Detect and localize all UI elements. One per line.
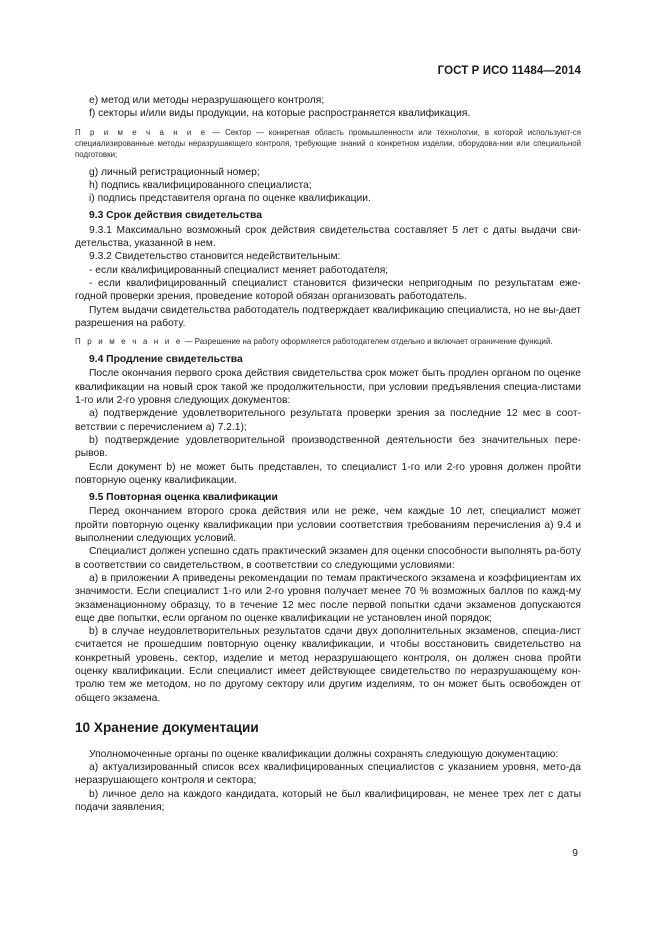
list-item-e: e) метод или методы неразрушающего контроля; — [89, 95, 325, 106]
list-item-g: g) личный регистрационный номер; — [89, 166, 260, 178]
note-2 — [75, 336, 581, 347]
para-9-4-2: Если документ b) не может быть представлен, то специалист 1-го или 2-го уровня должен пройти повторную оценку квалификации. — [75, 461, 581, 486]
note-2-label: П р и м е ч а н и е — [75, 337, 183, 347]
para-10-b: b) личное дело на каждого кандидата, который не был квалифицирован, не менее трех лет с даты подачи заявления; — [75, 788, 581, 814]
list-item-h: h) подпись квалифицированного специалиста; — [89, 179, 312, 191]
section-10-title: 10 Хранение документации — [75, 719, 259, 735]
para-10-a: a) актуализированный список всех квалифицированных специалистов с указанием уровня, мето-да неразрушающего контроля и сектора; — [75, 762, 581, 787]
page-number: 9 — [572, 848, 578, 859]
para-9-3-2-b: - если квалифицированный специалист становится физически непригодным по результатам еже-годной проверки зрения, проведение которой обязан организовать работодатель. — [75, 277, 581, 303]
para-9-3-2-a: - если квалифицированный специалист меняет работодателя; — [89, 264, 389, 276]
para-10-1: Уполномоченные органы по оценке квалификации должны сохранять следующую документацию: — [89, 748, 559, 760]
note-1 — [75, 127, 581, 160]
para-9-5-b: b) в случае неудовлетворительных результатов сдачи двух дополнительных экзаменов, специа-лист считается не прошедшим повторную оценку квалификации, и чтобы восстановить свидетельство на конкретный уровень, сектор, изделие и метод неразрушающего контроля, он должен снова пройти оценку квалификации. Если специалист имеет действующее свидетельство по неразрушающему кон-тролю тем же методом, но по другому сектору или другим изделиям, то он может быть освобожден от общего экзамена. — [75, 626, 581, 704]
para-9-5-a: a) в приложении А приведены рекомендации по темам практического экзамена и коэффициентам их значимости. Если специалист 1-го или 2-го уровня получает менее 70 % возможных баллов по кажд-му экзаменационному образцу, то в течение 12 мес после первой попытки сдачи экзаменов допускаются еще две попытки, если органом по оценке квалификации не установлен иной порядок; — [75, 572, 581, 624]
section-9-4-title: 9.4 Продление свидетельства — [89, 354, 243, 366]
note-2-text: — Разрешение на работу оформляется работодателем отдельно и включает ограничение функций. — [182, 337, 553, 347]
document-body — [75, 94, 581, 814]
para-9-4-b: b) подтверждение удовлетворительной производственной деятельности без значительных пере-рывов. — [75, 434, 581, 460]
para-9-3-2-c: Путем выдачи свидетельства работодатель подтверждает квалификацию специалиста, но не вы-дает разрешения на работу. — [75, 304, 581, 329]
para-9-5-2: Специалист должен успешно сдать практический экзамен для оценки способности выполнять ра-боту в соответствии со свидетельством, в соответствии со следующими условиями: — [75, 546, 581, 571]
list-item-f: f) секторы и/или виды продукции, на которые распространяется квалификация. — [89, 108, 471, 120]
section-9-5-title: 9.5 Повторная оценка квалификации — [89, 492, 278, 504]
para-9-3-2: 9.3.2 Свидетельство становится недействительным: — [89, 251, 341, 263]
section-9-3-title: 9.3 Срок действия свидетельства — [89, 210, 262, 222]
para-9-3-1: 9.3.1 Максимально возможный срок действия свидетельства составляет 5 лет с даты выдачи сви-детельства, указанной в нем. — [75, 224, 581, 250]
para-9-4-1: После окончания первого срока действия свидетельства срок может быть продлен органом по оценке квалификации на новый срок такой же продолжительности, при условии предъявления специа-листами 1-го или 2-го уровня следующих документов: — [75, 368, 581, 407]
list-item-i: i) подпись представителя органа по оценке квалификации. — [89, 193, 371, 205]
para-9-5-1: Перед окончанием второго срока действия или не реже, чем каждые 10 лет, специалист может пройти повторную оценку квалификации при условии соответствия требованиям перечисления а) 9.4 и выполнении следующих условий. — [75, 506, 581, 545]
document-header: ГОСТ Р ИСО 11484—2014 — [437, 65, 581, 77]
para-9-4-a: a) подтверждение удовлетворительного результата проверки зрения за последние 12 мес в соот-ветствии с перечислением а) 7.2.1); — [75, 408, 581, 433]
note-1-text: — Сектор — конкретная область промышленности или технологии, в которой используют-ся специализированные методы неразрушающего контроля, требующие знаний о конкретном изделии, оборудова-нии или специальной подготовки; — [75, 127, 581, 159]
note-1-label: П р и м е ч а н и е — [75, 127, 208, 137]
